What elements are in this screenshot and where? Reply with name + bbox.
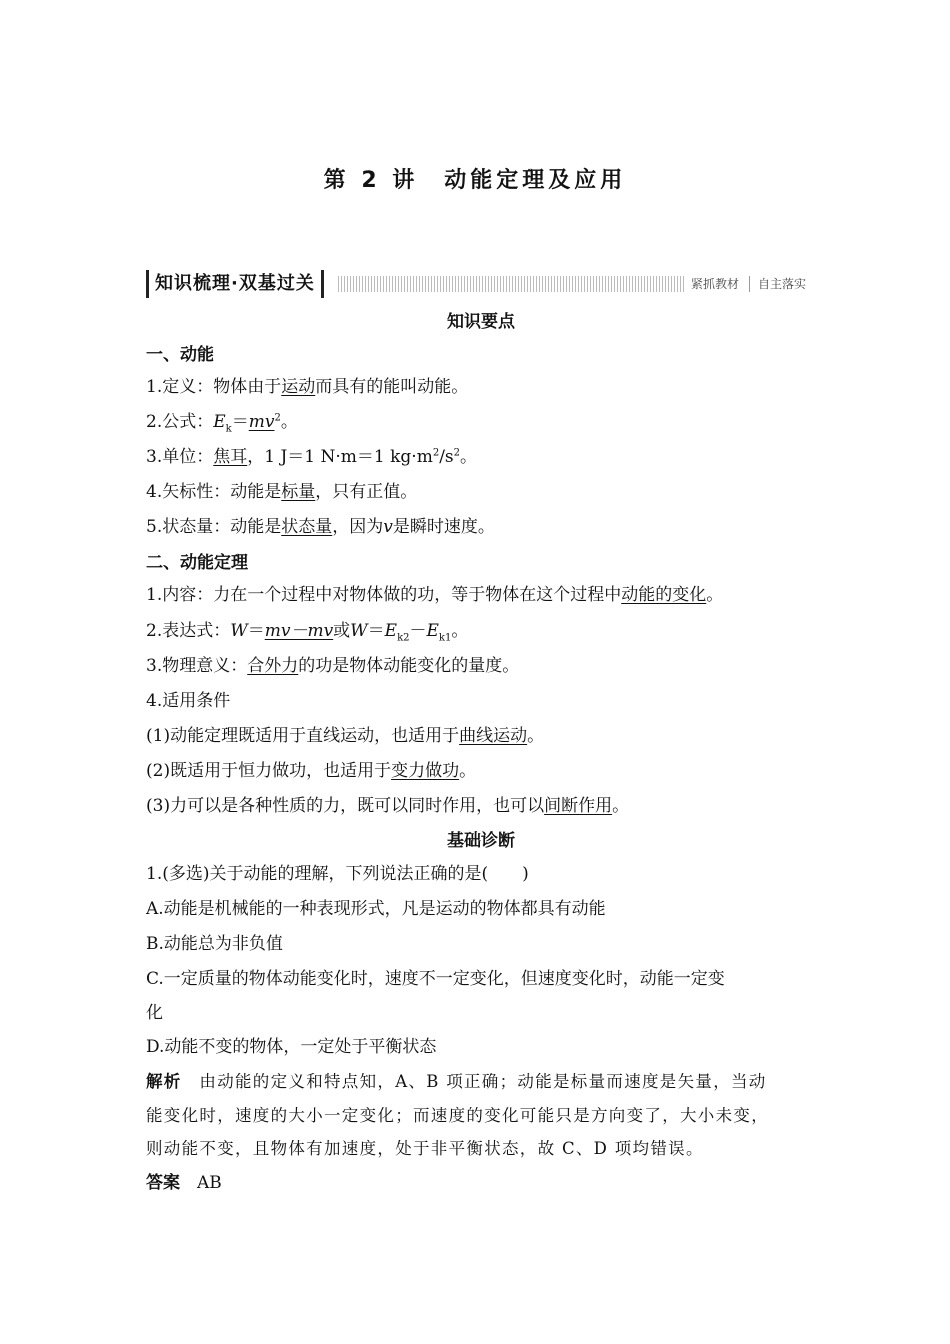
banner-tag: 紧抓教材	[690, 277, 739, 291]
condition-line: (3)力可以是各种性质的力，既可以同时作用，也可以间断作用。	[146, 796, 630, 816]
banner-tag: 自主落实	[749, 276, 806, 292]
expression-line: 2.表达式：W＝mv－mv或$W=E_{k2}-E_{k1}$。	[146, 621, 469, 644]
page-title: 第 2 讲 动能定理及应用	[323, 168, 627, 193]
fill-blank: 运动	[281, 377, 316, 397]
unit-line: 3.单位：焦耳，1 J＝1 N·m＝1 $kg\cdot m^2/s^2$。	[146, 447, 478, 467]
banner-tags	[685, 276, 812, 292]
explanation-line: 则动能不变，且物体有加速度，处于非平衡状态，故 C、D 项均错误。	[146, 1139, 704, 1158]
question-option: A.动能是机械能的一种表现形式，凡是运动的物体都具有动能	[146, 899, 606, 919]
question-option: D.动能不变的物体，一定处于平衡状态	[146, 1037, 437, 1057]
condition-heading: 4.适用条件	[146, 691, 231, 711]
state-line: 5.状态量：动能是状态量，因为v是瞬时速度。	[146, 517, 495, 537]
fill-blank: mv－mv	[264, 621, 334, 641]
part-heading: 一、动能	[146, 345, 214, 365]
fill-blank: 间断作用	[544, 796, 613, 816]
section-banner	[146, 270, 812, 298]
question-stem: 1.(多选)关于动能的理解，下列说法正确的是( )	[146, 864, 529, 884]
scalar-line: 4.矢标性：动能是标量，只有正值。	[146, 482, 418, 502]
content-line: 1.内容：力在一个过程中对物体做的功，等于物体在这个过程中动能的变化。	[146, 585, 724, 605]
explanation-label: 解析	[146, 1072, 182, 1091]
part-heading: 二、动能定理	[146, 553, 248, 573]
question-option-continued: 化	[146, 1003, 163, 1023]
fill-blank: 动能的变化	[621, 585, 707, 605]
explanation-line: 解析 由动能的定义和特点知，A、B 项正确；动能是标量而速度是矢量，当动	[146, 1072, 767, 1091]
condition-line: (1)动能定理既适用于直线运动，也适用于曲线运动。	[146, 726, 545, 746]
fill-blank: 变力做功	[391, 761, 460, 781]
definition-line: 1.定义：物体由于运动而具有的能叫动能。	[146, 377, 469, 397]
answer-line	[146, 1171, 816, 1195]
formula-line: 2.公式：$E_k=mv^2$。	[146, 412, 298, 435]
meaning-line: 3.物理意义：合外力的功是物体动能变化的量度。	[146, 656, 520, 676]
answer-label: 答案	[146, 1173, 180, 1193]
explanation-line: 能变化时，速度的大小一定变化；而速度的变化可能只是方向变了，大小未变，	[146, 1106, 769, 1125]
fill-blank: 合外力	[247, 656, 299, 676]
fill-blank: mv	[248, 412, 275, 432]
answer-value: AB	[180, 1173, 222, 1193]
question-option: C.一定质量的物体动能变化时，速度不一定变化，但速度变化时，动能一定变	[146, 969, 725, 989]
fill-blank: 焦耳	[213, 447, 248, 467]
fill-blank: 标量	[281, 482, 316, 502]
fill-blank: 曲线运动	[459, 726, 528, 746]
question-option: B.动能总为非负值	[146, 934, 283, 954]
section-title: 基础诊断	[447, 831, 515, 851]
section-title: 知识要点	[447, 312, 515, 332]
banner-title: 知识梳理·双基过关	[146, 270, 324, 298]
fill-blank: 状态量	[281, 517, 333, 537]
condition-line: (2)既适用于恒力做功，也适用于变力做功。	[146, 761, 477, 781]
